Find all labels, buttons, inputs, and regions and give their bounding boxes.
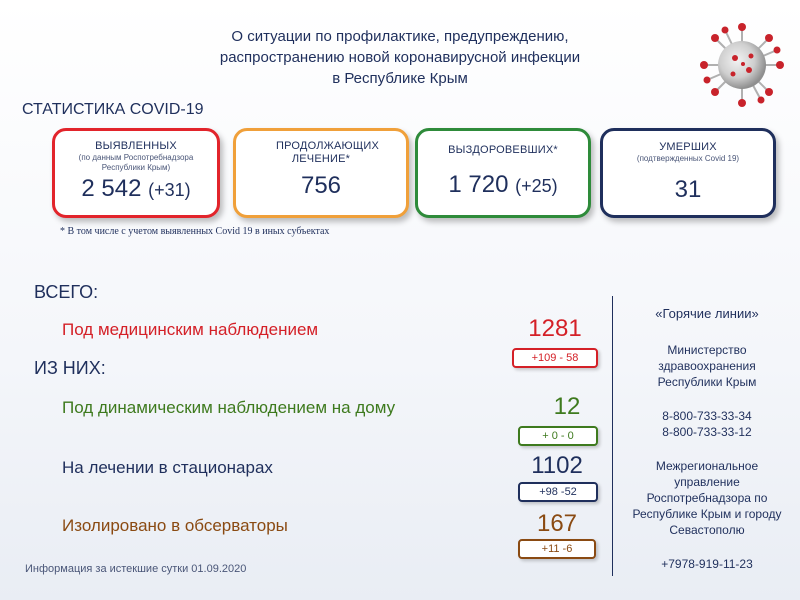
card-value-number: 31	[674, 176, 702, 203]
title-line-3: в Республике Крым	[332, 70, 468, 87]
card-label: УМЕРШИХ	[659, 141, 717, 153]
row-value-home-observation: 12	[553, 393, 581, 420]
card-value	[236, 172, 406, 200]
card-sub: (подтвержденных Covid 19)	[636, 154, 740, 163]
card-label: ПРОДОЛЖАЮЩИХ ЛЕЧЕНИЕ*	[276, 140, 379, 165]
row-label-observatory: Изолировано в обсерваторы	[62, 516, 288, 535]
hotlines-title: «Горячие линии»	[655, 306, 759, 321]
of-them-heading: ИЗ НИХ:	[34, 358, 106, 378]
row-label-hospital: На лечении в стационарах	[62, 458, 273, 477]
total-heading: ВСЕГО:	[34, 282, 99, 302]
card-value	[55, 175, 217, 203]
stats-heading: СТАТИСТИКА COVID-19	[22, 101, 204, 118]
card-recovered	[415, 128, 591, 218]
row-delta-observatory: +11 -6	[518, 539, 596, 559]
coronavirus-icon	[697, 22, 787, 108]
card-value-number: 2 542	[81, 175, 142, 202]
card-value	[603, 176, 773, 204]
row-delta-home-observation: + 0 - 0	[518, 426, 598, 446]
card-detected	[52, 128, 220, 218]
hotline-ministry: Министерство здравоохранения Республики Крым	[657, 343, 757, 389]
card-value-number: 756	[300, 172, 342, 199]
card-label: ВЫЯВЛЕННЫХ	[95, 140, 177, 152]
row-delta-hospital: +98 -52	[518, 482, 598, 502]
hotline-rospotreb: Межрегиональное управление Роспотребнадзора по Республике Крым и городу Севастополю	[632, 459, 782, 537]
card-value-delta: (+25)	[515, 176, 558, 196]
hotline-phone-3[interactable]: +7978-919-11-23	[661, 557, 753, 571]
row-label-medical-observation: Под медицинским наблюдением	[62, 320, 319, 339]
card-in-treatment	[233, 128, 409, 218]
row-value-hospital: 1102	[531, 452, 583, 479]
card-deceased	[600, 128, 776, 218]
hotline-phone-2[interactable]: 8-800-733-33-12	[662, 425, 752, 439]
row-value-medical-observation: 1281	[528, 315, 582, 342]
row-label-home-observation: Под динамическим наблюдением на дому	[62, 398, 396, 417]
card-label: ВЫЗДОРОВЕВШИХ*	[448, 144, 558, 156]
card-value-delta: (+31)	[148, 180, 191, 200]
page-title	[120, 26, 680, 89]
row-delta-medical-observation: +109 - 58	[512, 348, 598, 368]
card-sub: (по данным Роспотребнадзора Республики Крым)	[78, 153, 194, 172]
card-value	[418, 171, 588, 199]
title-line-2: распространению новой коронавирусной инфекции	[219, 49, 581, 66]
info-date: Информация за истекшие сутки 01.09.2020	[25, 563, 247, 575]
hotline-phone-1[interactable]: 8-800-733-33-34	[662, 409, 752, 423]
row-value-observatory: 167	[536, 510, 578, 537]
title-line-1: О ситуации по профилактике, предупреждению,	[231, 28, 569, 45]
footnote: * В том числе с учетом выявленных Covid 19 в иных субъектах	[60, 226, 330, 237]
vertical-divider	[612, 296, 613, 576]
card-value-number: 1 720	[448, 171, 509, 198]
